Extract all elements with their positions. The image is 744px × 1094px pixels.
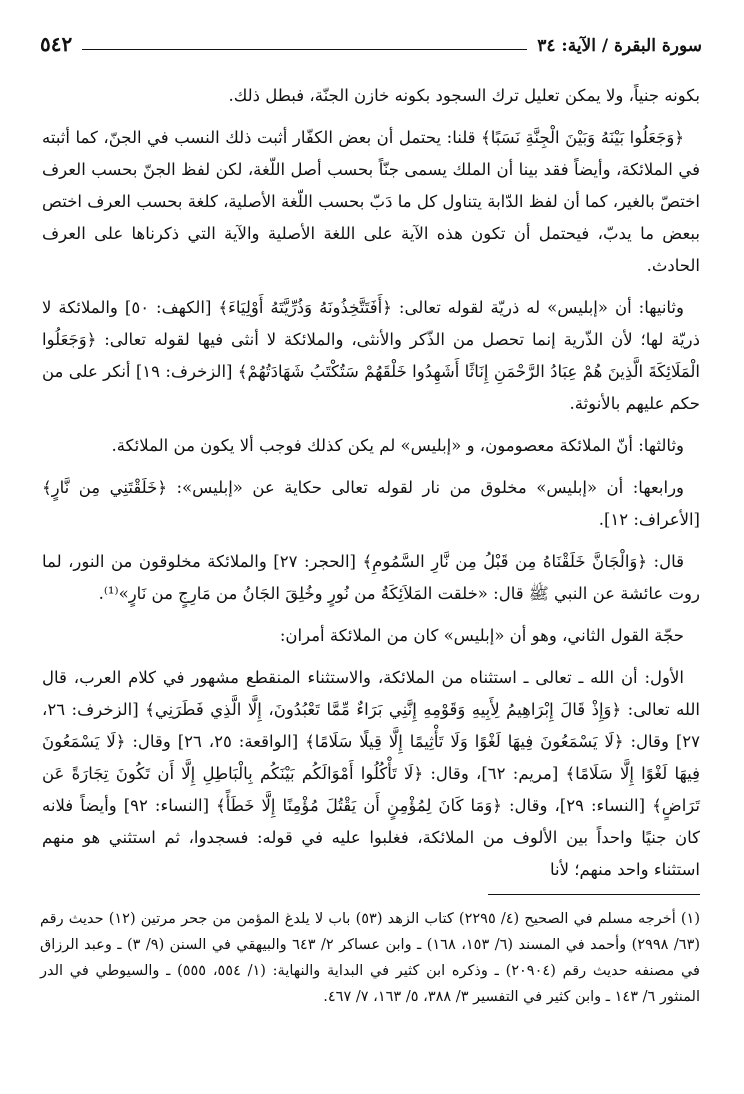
running-header <box>40 26 702 56</box>
paragraph: ﴿وَجَعَلُوا بَيْنَهُ وَبَيْنَ الْجِنَّةِ نَسَبًا﴾ قلنا: يحتمل أن بعض الكفّار أثبت ذلك النسب في الجنّ، كما أثبته في الملائكة، وأيضاً فقد بينا أن الملك يسمى جنّاً بحسب أصل اللّغة، لكن لفظ الجنّ بحسب العرف اختصّ بالغير، كما أن لفظ الدّابة يتناول كل ما دَبّ بحسب اللّغة الأصلية، كلغة بحسب العرف اختص ببعض ما يدبّ، فيحتمل أن تكون هذه الآية على اللغة الأصلية والآية التي ذكرناها على العرف الحادث. <box>42 128 700 275</box>
paragraph: بكونه جنياً، ولا يمكن تعليل ترك السجود بكونه خازن الجنّة، فبطل ذلك. <box>228 86 700 105</box>
main-text <box>42 80 700 896</box>
paragraph: حجّة القول الثاني، وهو أن «إبليس» كان من الملائكة أمران: <box>279 626 684 645</box>
footnote-separator <box>488 894 700 895</box>
paragraph: وثانيها: أن «إبليس» له ذريّة لقوله تعالى: ﴿أَفَتَتَّخِذُونَهُ وَذُرِّيَّتَهُ أَوْلِيَاءَ﴾ [الكهف: ٥٠] والملائكة لا ذريّة لها؛ لأن الذّرية إنما تحصل من الذّكر والأنثى، والملائكة لا أنثى فيها لقوله تعالى: ﴿وَجَعَلُوا الْمَلَائِكَةَ الَّذِينَ هُمْ عِبَادُ الرَّحْمَنِ إِنَاثًا أَشَهِدُوا خَلْقَهُمْ سَتُكْتَبُ شَهَادَتُهُمْ﴾ [الزخرف: ١٩] أنكر على من حكم عليهم بالأنوثة. <box>42 298 701 413</box>
footnotes <box>40 906 700 1010</box>
paragraph: ورابعها: أن «إبليس» مخلوق من نار لقوله تعالى حكاية عن «إبليس»: ﴿خَلَقْتَنِي مِن نَّارٍ﴾ [الأعراف: ١٢]. <box>42 478 700 529</box>
footnote: (١) أخرجه مسلم في الصحيح (٤/ ٢٢٩٥) كتاب الزهد (٥٣) باب لا يلدغ المؤمن من جحر مرتين (١٢) حديث رقم (٦٣/ ٢٩٩٨) وأحمد في المسند (٦/ ١٥٣، ١٦٨) ـ وابن عساكر ٢/ ٦٤٣ والبيهقي في السنن (٩/ ٣) ـ وعبد الرزاق في مصنفه حديث رقم (٢٠٩٠٤) ـ وذكره ابن كثير في البداية والنهاية: (١/ ٥٥٤، ٥٥٥) ـ والسيوطي في الدر المنثور ٦/ ١٤٣ ـ وابن كثير في التفسير ٣/ ٣٨٨، ٥/ ١٦٣، ٧/ ٤٦٧. <box>40 911 701 1005</box>
header-rule <box>82 49 527 50</box>
header-title: سورة البقرة / الآية: ٣٤ <box>537 36 702 56</box>
page-number: ٥٤٢ <box>40 32 73 56</box>
paragraph: الأول: أن الله ـ تعالى ـ استثناه من الملائكة، والاستثناء المنقطع مشهور في كلام العرب، قال الله تعالى: ﴿وَإِذْ قَالَ إِبْرَاهِيمُ لِأَبِيهِ وَقَوْمِهِ إِنَّنِي بَرَاءٌ مِّمَّا تَعْبُدُونَ، إِلَّا الَّذِي فَطَرَنِي﴾ [الزخرف: ٢٦، ٢٧] وقال: ﴿لَا يَسْمَعُونَ فِيهَا لَغْوًا وَلَا تَأْثِيمًا إِلَّا قِيلًا سَلَامًا﴾ [الواقعة: ٢٥، ٢٦] وقال: ﴿لَا يَسْمَعُونَ فِيهَا لَغْوًا إِلَّا سَلَامًا﴾ [مريم: ٦٢]، وقال: ﴿لَا تَأْكُلُوا أَمْوَالَكُم بَيْنَكُم بِالْبَاطِلِ إِلَّا أَن تَكُونَ تِجَارَةً عَن تَرَاضٍ﴾ [النساء: ٢٩]، وقال: ﴿وَمَا كَانَ لِمُؤْمِنٍ أَن يَقْتُلَ مُؤْمِنًا إِلَّا خَطَأً﴾ [النساء: ٩٢] وأيضاً فلانه كان جنيًا واحداً بين الألوف من الملائكة، فغلبوا عليه في قوله: فسجدوا، ثم استثني هو منهم استثناء واحد منهم؛ لأنا <box>42 668 701 879</box>
paragraph: قال: ﴿وَالْجَانَّ خَلَقْنَاهُ مِن قَبْلُ مِن نَّارِ السَّمُومِ﴾ [الحجر: ٢٧] والملائكة مخلوقون من النور، لما روت عائشة عن النبي ﷺ قال: «خلقت المَلاَئِكَةُ من نُورٍ وخُلِقَ الجَانُ من مَارِجٍ من نَارٍ»⁽¹⁾. <box>42 552 700 603</box>
paragraph: وثالثها: أنّ الملائكة معصومون، و «إبليس» لم يكن كذلك فوجب ألا يكون من الملائكة. <box>111 436 684 455</box>
